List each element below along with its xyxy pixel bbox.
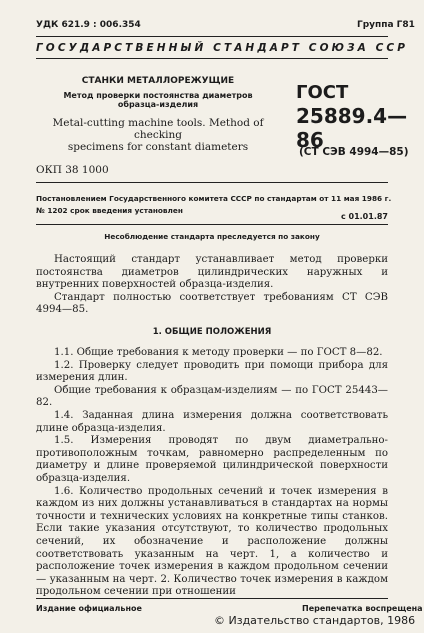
header-bottom-rule: [36, 58, 388, 59]
publisher-copyright: © Издательство стандартов, 1986: [214, 614, 416, 627]
header-top-rule: [36, 36, 388, 37]
section-body: [36, 347, 388, 599]
effective-date: с 01.01.87: [340, 212, 388, 221]
udk-code: УДК 621.9 : 006.354: [36, 20, 141, 30]
section-title: 1. ОБЩИЕ ПОЛОЖЕНИЯ: [152, 327, 272, 337]
section-paragraph: Общие требования к образцам-изделиям — по ГОСТ 25443—82.: [36, 384, 388, 409]
header-title: ГОСУДАРСТВЕННЫЙ СТАНДАРТ СОЮЗА ССР: [36, 42, 409, 54]
standard-title: СТАНКИ МЕТАЛЛОРЕЖУЩИЕ: [81, 76, 235, 86]
section-paragraph: 1.5. Измерения проводят по двум диаметрально-противоположным точкам, равномерно распределенным по диаметру и длине проверяемой цилиндрической поверхности образца-изделия.: [36, 435, 388, 484]
decree-top-rule: [36, 182, 388, 183]
edition-label: Издание официальное: [36, 604, 142, 613]
standard-subtitle-line2: образца-изделия: [117, 100, 199, 109]
okp-code: ОКП 38 1000: [36, 164, 109, 176]
section-paragraph: 1.6. Количество продольных сечений и точек измерения в каждом из них должны устанавливаться в стандартах на нормы точности и технических условиях на конкретные типы станков. Если такие указания отсутствуют, то количество продольных сечений, их обозначение и расположение должны соответствовать указанным на черт. 1, а количество и расположение точек измерения в каждом продольном сечении — указанным на черт. 2. Количество точек измерения в каждом продольном сечении при отношении: [36, 485, 388, 598]
section-paragraph: 1.4. Заданная длина измерения должна соответствовать длине образца-изделия.: [36, 409, 388, 434]
intro-paragraph: Стандарт полностью соответствует требованиям СТ СЭВ 4994—85.: [36, 291, 388, 316]
st-sev-reference: (СТ СЭВ 4994—85): [299, 146, 409, 158]
section-paragraph: 1.1. Общие требования к методу проверки — по ГОСТ 8—82.: [54, 347, 383, 358]
gost-label: ГОСТ: [296, 82, 349, 103]
title-block: [36, 76, 280, 153]
group-code: Группа Г81: [357, 20, 415, 30]
english-title-line2: specimens for constant diameters: [67, 141, 249, 153]
violation-notice: Несоблюдение стандарта преследуется по закону: [104, 232, 320, 241]
reprint-notice: Перепечатка воспрещена: [302, 604, 423, 613]
standard-subtitle-line1: Метод проверки постоянства диаметров: [63, 91, 253, 100]
intro-paragraph: Настоящий стандарт устанавливает метод проверки постоянства диаметров цилиндрических наружных и внутренних поверхностей образца-изделия.: [36, 254, 388, 291]
decree-bottom-rule: [36, 224, 388, 225]
english-title-line1: Metal-cutting machine tools. Method of checking: [52, 117, 264, 141]
gost-number: 25889.4—86: [296, 104, 408, 152]
section-paragraph: 1.2. Проверку следует проводить при помощи прибора для измерения длин.: [36, 359, 388, 384]
decree-text: Постановлением Государственного комитета СССР по стандартам от 11 мая 1986 г. № 1202 срок введения установлен: [36, 194, 392, 215]
intro-block: [36, 254, 388, 317]
footer-rule: [36, 598, 388, 599]
